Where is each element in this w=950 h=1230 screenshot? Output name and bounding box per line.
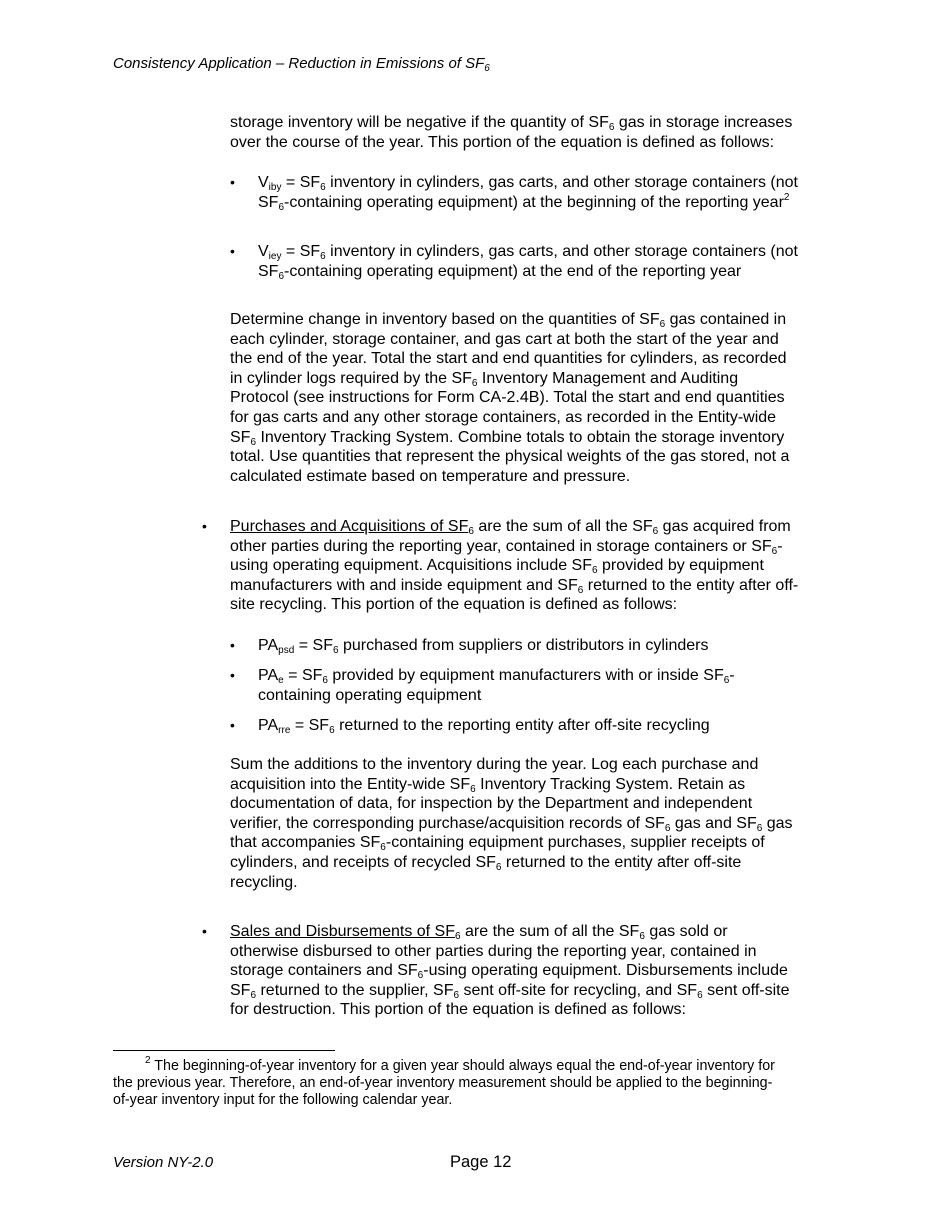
- page-number: Page 12: [450, 1153, 512, 1171]
- footnote-ref: 2: [783, 191, 790, 203]
- bullet-icon: •: [230, 174, 235, 190]
- pa-psd-definition: $PA_{psd} = SF_6$ purchased from suppliers or distributors in cylinders: [258, 637, 709, 656]
- bullet-icon: •: [230, 667, 235, 683]
- pa-rre-definition: $PA_{rre} = SF_6$ returned to the reporting entity after off-site recycling: [258, 717, 710, 736]
- bullet-icon: •: [230, 717, 235, 733]
- bullet-icon: •: [230, 637, 235, 653]
- sales-term: Sales and Disbursements of $SF_6$: [230, 923, 461, 942]
- change-inventory-paragraph: Determine change in inventory based on the quantities of $SF_6$ gas contained in each cylinder, storage container, and gas cart at both the start of the year and the end of the year. Total the start and end quantities for cylinders, as recorded in cylinder logs required by the $SF_6$ Inventory Management and Auditing Protocol (see instructions for Form CA-2.4B). Total the start and end quantities for gas carts and any other storage containers, as recorded in the Entity-wide $SF_6$ Inventory Tracking System. Combine totals to obtain the storage inventory total. Use quantities that represent the physical weights of the gas stored, not a calculated estimate based on temperature and pressure.: [230, 311, 790, 485]
- bullet-icon: •: [202, 518, 207, 534]
- bullet-icon: •: [230, 243, 235, 259]
- pa-e-definition: $PA_e = SF_6$ provided by equipment manufacturers with or inside $SF_6-$ containing operating equipment: [258, 667, 735, 704]
- running-header: Consistency Application – Reduction in Emissions of $SF_6$: [113, 55, 490, 74]
- footnote: $^2$ The beginning-of-year inventory for a given year should always equal the end-of-year inventory for the previous year. Therefore, an end-of-year inventory measurement should be applied to the beginning- of-year inventory input for the following calendar year.: [113, 1055, 775, 1108]
- intro-paragraph: storage inventory will be negative if the quantity of $SF_6$ gas in storage increases over the course of the year. This portion of the equation is defined as follows:: [230, 114, 793, 151]
- viey-definition: $V_{iey} = SF_6$ inventory in cylinders, gas carts, and other storage containers (not $SF_6$-containing operating equipment) at the end of the reporting year: [258, 243, 798, 282]
- version-label: Version NY-2.0: [113, 1154, 214, 1171]
- purchases-term: Purchases and Acquisitions of $SF_6$: [230, 518, 474, 537]
- bullet-icon: •: [202, 923, 207, 939]
- footnote-separator: [113, 1050, 335, 1051]
- sum-additions-paragraph: Sum the additions to the inventory during the year. Log each purchase and acquisition into the Entity-wide $SF_6$ Inventory Tracking System. Retain as documentation of data, for inspection by the Department and independent verifier, the corresponding purchase/acquisition records of $SF_6$ gas and $SF_6$ gas that accompanies $SF_6$-containing equipment purchases, supplier receipts of cylinders, and receipts of recycled $SF_6$ returned to the entity after off-site recycling.: [230, 756, 793, 891]
- sales-paragraph: Sales and Disbursements of $SF_6$ are the sum of all the $SF_6$ gas sold or otherwise disbursed to other parties during the reporting year, contained in storage containers and $SF_6$-using operating equipment. Disbursements include $SF_6$ returned to the supplier, $SF_6$ sent off-site for recycling, and $SF_6$ sent off-site for destruction. This portion of the equation is defined as follows:: [230, 923, 790, 1019]
- viby-definition: $V_{iby} = SF_6$ inventory in cylinders, gas carts, and other storage containers (not $SF_6$-containing operating equipment) at the beginning of the reporting year$^2$: [258, 174, 798, 213]
- purchases-paragraph: Purchases and Acquisitions of $SF_6$ are the sum of all the $SF_6$ gas acquired from other parties during the reporting year, contained in storage containers or $SF_6-$ using operating equipment. Acquisitions include $SF_6$ provided by equipment manufacturers with and inside equipment and $SF_6$ returned to the entity after off- site recycling. This portion of the equation is defined as follows:: [230, 518, 799, 614]
